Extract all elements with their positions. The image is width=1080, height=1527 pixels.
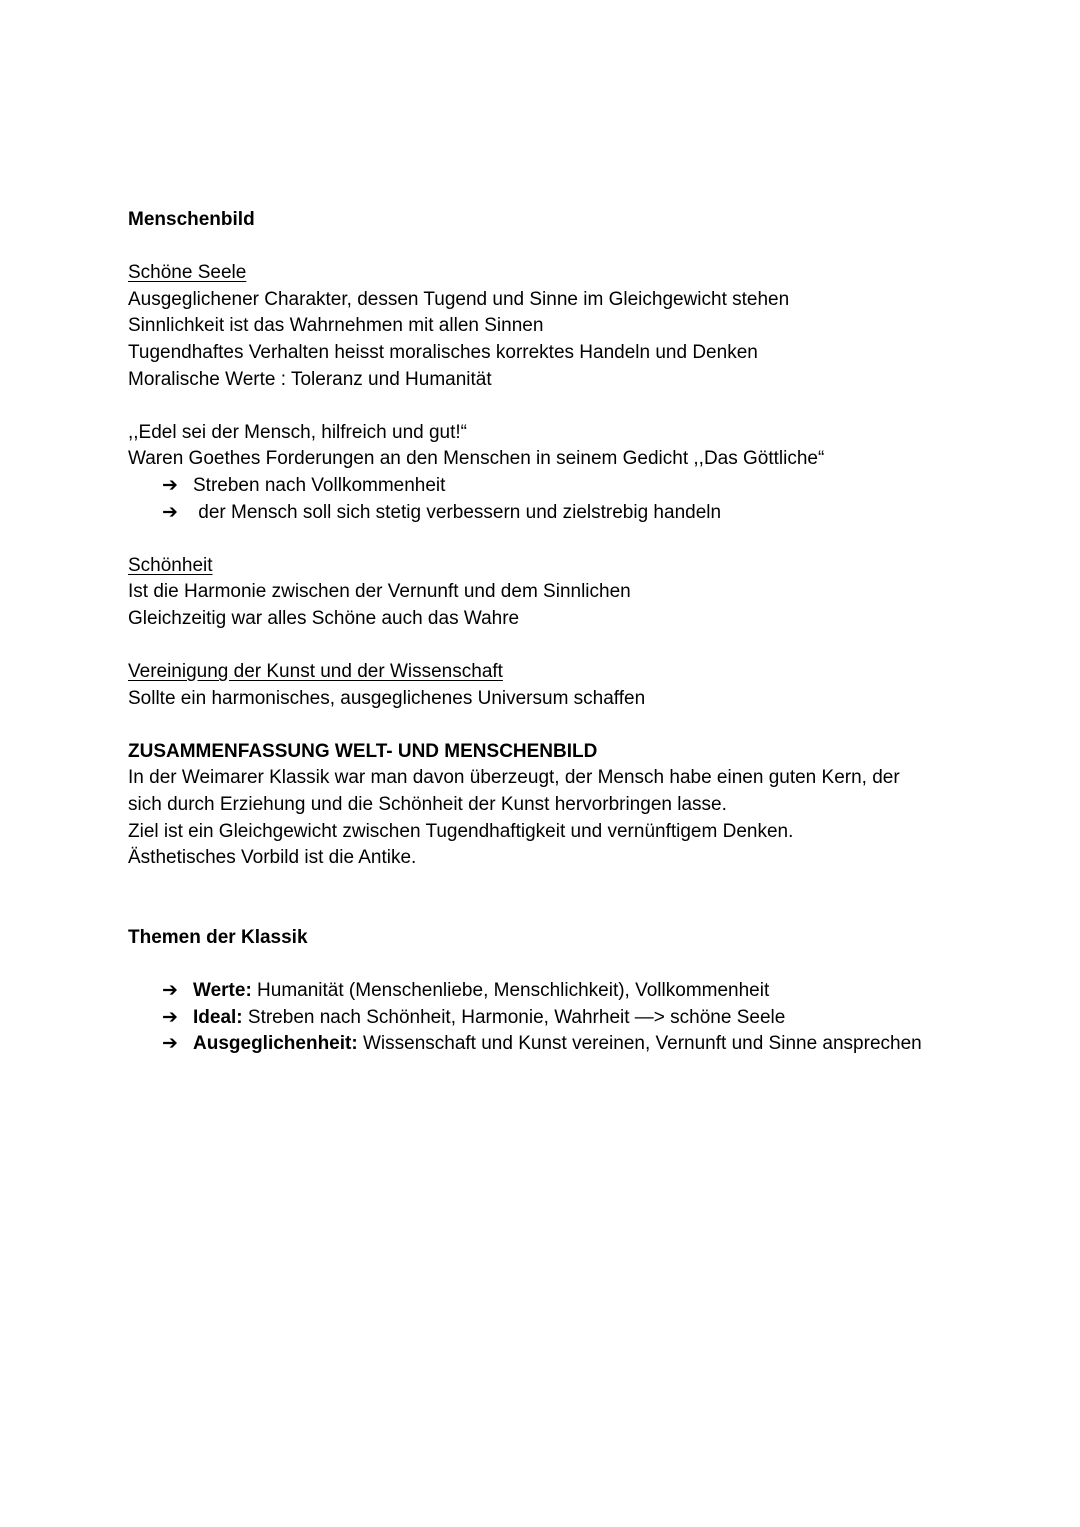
section-title-zusammenfassung: ZUSAMMENFASSUNG WELT- UND MENSCHENBILD	[128, 740, 598, 762]
paragraph-line: sich durch Erziehung und die Schönheit der Kunst hervorbringen lasse.	[128, 794, 727, 816]
paragraph-line: Ausgeglichener Charakter, dessen Tugend und Sinne im Gleichgewicht stehen	[128, 288, 790, 310]
goethe-quote: ,,Edel sei der Mensch, hilfreich und gut!“	[128, 421, 468, 443]
paragraph-line: Sinnlichkeit ist das Wahrnehmen mit allen Sinnen	[128, 315, 544, 337]
paragraph-line: Moralische Werte : Toleranz und Humanität	[128, 368, 492, 390]
list-item-text: Streben nach Vollkommenheit	[193, 474, 446, 496]
arrow-right-icon: ➔	[162, 501, 178, 523]
list-item-content	[193, 978, 769, 1005]
subheading-schoenheit: Schönheit	[128, 554, 213, 576]
list-item	[128, 500, 958, 527]
paragraph-line: Ist die Harmonie zwischen der Vernunft und dem Sinnlichen	[128, 581, 631, 603]
list-item-label: Ideal:	[193, 1006, 243, 1028]
list-item	[128, 1005, 958, 1032]
subheading-vereinigung: Vereinigung der Kunst und der Wissenschaft	[128, 661, 503, 683]
arrow-right-icon: ➔	[162, 1006, 178, 1028]
paragraph-line: Ziel ist ein Gleichgewicht zwischen Tugendhaftigkeit und vernünftigem Denken.	[128, 820, 794, 842]
list-item-content	[193, 1005, 785, 1032]
paragraph-line: Waren Goethes Forderungen an den Menschen in seinem Gedicht ,,Das Göttliche“	[128, 448, 825, 470]
list-item	[128, 1031, 958, 1058]
paragraph-line: Tugendhaftes Verhalten heisst moralisches korrektes Handeln und Denken	[128, 341, 758, 363]
list-item-text: Humanität (Menschenliebe, Menschlichkeit), Vollkommenheit	[251, 980, 770, 1002]
subheading-schoene-seele: Schöne Seele	[128, 262, 247, 284]
list-item	[128, 978, 958, 1005]
list-item-text: Streben nach Schönheit, Harmonie, Wahrheit —> schöne Seele	[242, 1006, 786, 1028]
list-item	[128, 473, 958, 500]
list-item-content	[193, 1031, 922, 1058]
arrow-right-icon: ➔	[162, 1033, 178, 1055]
arrow-right-icon: ➔	[162, 980, 178, 1002]
list-item-text: Wissenschaft und Kunst vereinen, Vernunft und Sinne ansprechen	[357, 1033, 922, 1055]
section-title-menschenbild: Menschenbild	[128, 209, 255, 230]
paragraph-line: Ästhetisches Vorbild ist die Antike.	[128, 847, 417, 869]
section-title-themen: Themen der Klassik	[128, 926, 308, 948]
list-item-label: Werte:	[193, 980, 252, 1002]
list-item-label: Ausgeglichenheit:	[193, 1033, 358, 1055]
paragraph-line: Sollte ein harmonisches, ausgeglichenes Universum schaffen	[128, 687, 646, 709]
list-item-text: der Mensch soll sich stetig verbessern und zielstrebig handeln	[193, 501, 722, 523]
paragraph-line: In der Weimarer Klassik war man davon überzeugt, der Mensch habe einen guten Kern, der	[128, 767, 900, 789]
document-page	[128, 207, 958, 1058]
arrow-right-icon: ➔	[162, 474, 178, 496]
paragraph-line: Gleichzeitig war alles Schöne auch das Wahre	[128, 607, 520, 629]
